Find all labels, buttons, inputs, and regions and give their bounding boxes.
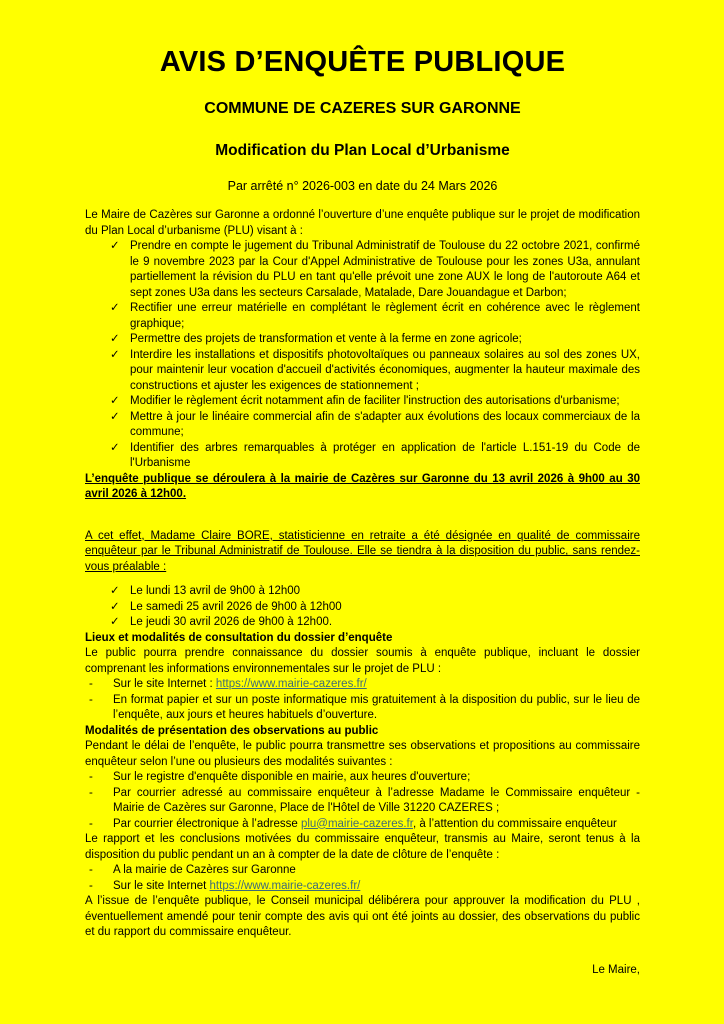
consultation-heading: Lieux et modalités de consultation du dossier d’enquête bbox=[85, 631, 393, 644]
observations-item bbox=[85, 817, 640, 833]
consultation-item-text: Sur le site Internet : bbox=[113, 678, 216, 690]
consultation-lead: Le public pourra prendre connaissance du dossier soumis à enquête publique, incluant le dossier comprenant les informations environnementales sur le projet de PLU : bbox=[85, 647, 640, 675]
objective-item bbox=[85, 348, 640, 395]
observations-lead: Pendant le délai de l’enquête, le public pourra transmettre ses observations et propositions au commissaire enquêteur selon l’une ou plusieurs des modalités suivantes : bbox=[85, 740, 640, 768]
report-item-text: A la mairie de Cazères sur Garonne bbox=[113, 864, 296, 876]
objective-item bbox=[85, 441, 640, 472]
consultation-item bbox=[85, 677, 640, 693]
page-title: AVIS D’ENQUÊTE PUBLIQUE bbox=[159, 46, 566, 78]
signature-line: Le Maire, bbox=[592, 963, 640, 976]
dash-bullet: - bbox=[89, 817, 93, 830]
check-icon: ✓ bbox=[110, 441, 120, 454]
report-list bbox=[85, 863, 640, 894]
observations-list bbox=[85, 770, 640, 832]
dash-bullet: - bbox=[89, 879, 93, 892]
check-icon: ✓ bbox=[110, 395, 120, 407]
session-item bbox=[85, 584, 640, 600]
check-icon: ✓ bbox=[110, 302, 120, 314]
observations-item-text: Par courrier adressé au commissaire enquêteur à l’adresse Madame le Commissaire enquêteur - Mairie de Cazères sur Garonne, Place de l'Hôtel de Ville 31220 CAZERES ; bbox=[113, 786, 640, 814]
check-icon: ✓ bbox=[110, 240, 120, 252]
observations-item-text: Sur le registre d'enquête disponible en mairie, aux heures d'ouverture; bbox=[113, 771, 471, 783]
objective-text: Prendre en compte le jugement du Tribunal Administratif de Toulouse du 22 octobre 2021, confirmé le 9 novembre 2023 par la Cour d'Appel Administrative de Toulouse pour les zones U3a, annulant partiellement la révision du PLU en tant qu'elle prévoit une zone AUX le long de l'autoroute A64 et sept zones U3a dans les secteurs Carsalade, Matalade, Dare Jouandague et Darbon; bbox=[130, 240, 640, 299]
objective-text: Mettre à jour le linéaire commercial afin de s'adapter aux évolutions des locaux commerciaux de la commune; bbox=[130, 410, 640, 438]
dash-bullet: - bbox=[89, 693, 93, 706]
session-dates-list bbox=[85, 584, 640, 631]
check-icon: ✓ bbox=[110, 600, 120, 613]
objective-text: Identifier des arbres remarquables à protéger en application de l'article L.151-19 du Code de l'Urbanisme bbox=[130, 441, 640, 469]
email-link[interactable]: plu@mairie-cazeres.fr bbox=[300, 817, 413, 830]
report-item-text: Sur le site Internet bbox=[113, 879, 210, 892]
consultation-list bbox=[85, 677, 640, 724]
objective-item bbox=[85, 394, 640, 410]
objective-item bbox=[85, 332, 640, 348]
check-icon: ✓ bbox=[110, 333, 120, 345]
objective-text: Interdire les installations et dispositifs photovoltaïques ou panneaux solaires au sol des zones UX, pour maintenir leur vocation d'accueil d'activités économiques, augmenter la hauteur maximale des constructions et ajuster les exigences de stationnement ; bbox=[130, 348, 640, 392]
objective-item bbox=[85, 410, 640, 441]
website-link[interactable]: https://www.mairie-cazeres.fr/ bbox=[209, 879, 361, 892]
objective-text: Permettre des projets de transformation et vente à la ferme en zone agricole; bbox=[130, 333, 522, 345]
observations-item bbox=[85, 786, 640, 817]
check-icon: ✓ bbox=[110, 616, 120, 628]
objective-item bbox=[85, 301, 640, 332]
commune-subtitle: COMMUNE DE CAZERES SUR GARONNE bbox=[204, 100, 521, 117]
dash-bullet: - bbox=[89, 771, 93, 783]
session-item bbox=[85, 615, 640, 631]
observations-heading: Modalités de présentation des observations au public bbox=[85, 724, 379, 737]
commissioner-paragraph: A cet effet, Madame Claire BORE, statisticienne en retraite a été désignée en qualité de commissaire enquêteur par le Tribunal Administratif de Toulouse. Elle se tiendra à la disposition du public, sans rendez-vous préalable : bbox=[85, 529, 640, 573]
plu-objectives-list bbox=[85, 239, 640, 472]
dash-bullet: - bbox=[89, 864, 93, 876]
dash-bullet: - bbox=[89, 786, 93, 799]
inquiry-period-paragraph: L’enquête publique se déroulera à la mairie de Cazères sur Garonne du 13 avril 2026 à 9h00 au 30 avril 2026 à 12h00. bbox=[85, 472, 640, 500]
objective-text: Modifier le règlement écrit notamment afin de faciliter l'instruction des autorisations d'urbanisme; bbox=[130, 395, 620, 407]
dash-bullet: - bbox=[89, 678, 93, 690]
closing-paragraph: A l’issue de l’enquête publique, le Conseil municipal délibérera pour approuver la modification du PLU , éventuellement amendé pour tenir compte des avis qui ont été joints au dossier, des observations du public et du rapport du commissaire enquêteur. bbox=[85, 895, 640, 938]
check-icon: ✓ bbox=[110, 585, 120, 597]
decree-line: Par arrêté n° 2026-003 en date du 24 Mars 2026 bbox=[227, 179, 498, 193]
session-text: Le samedi 25 avril 2026 de 9h00 à 12h00 bbox=[130, 600, 342, 613]
website-link[interactable]: https://www.mairie-cazeres.fr/ bbox=[215, 678, 367, 690]
intro-paragraph: Le Maire de Cazères sur Garonne a ordonné l’ouverture d’une enquête publique sur le projet de modification du Plan Local d’urbanisme (PLU) visant à : bbox=[85, 209, 640, 237]
consultation-item-text: En format papier et sur un poste informatique mis gratuitement à la disposition du public, sur le lieu de l’enquête, aux jours et heures habituels d’ouverture. bbox=[113, 693, 640, 721]
observations-item-text: Par courrier électronique à l’adresse bbox=[113, 817, 301, 830]
report-lead: Le rapport et les conclusions motivées du commissaire enquêteur, transmis au Maire, seront tenus à la disposition du public pendant un an à compter de la date de clôture de l’enquête : bbox=[85, 833, 640, 861]
objective-item bbox=[85, 239, 640, 301]
objective-text: Rectifier une erreur matérielle en complétant le règlement écrit en cohérence avec le règlement graphique; bbox=[130, 302, 640, 330]
subject-heading: Modification du Plan Local d’Urbanisme bbox=[215, 142, 510, 159]
observations-item bbox=[85, 770, 640, 786]
consultation-item bbox=[85, 693, 640, 724]
report-item bbox=[85, 879, 640, 895]
check-icon: ✓ bbox=[110, 348, 120, 361]
session-item bbox=[85, 600, 640, 616]
session-text: Le lundi 13 avril de 9h00 à 12h00 bbox=[130, 585, 301, 597]
observations-item-text: , à l’attention du commissaire enquêteur bbox=[412, 817, 617, 830]
session-text: Le jeudi 30 avril 2026 de 9h00 à 12h00. bbox=[130, 616, 333, 628]
check-icon: ✓ bbox=[110, 410, 120, 423]
report-item bbox=[85, 863, 640, 879]
